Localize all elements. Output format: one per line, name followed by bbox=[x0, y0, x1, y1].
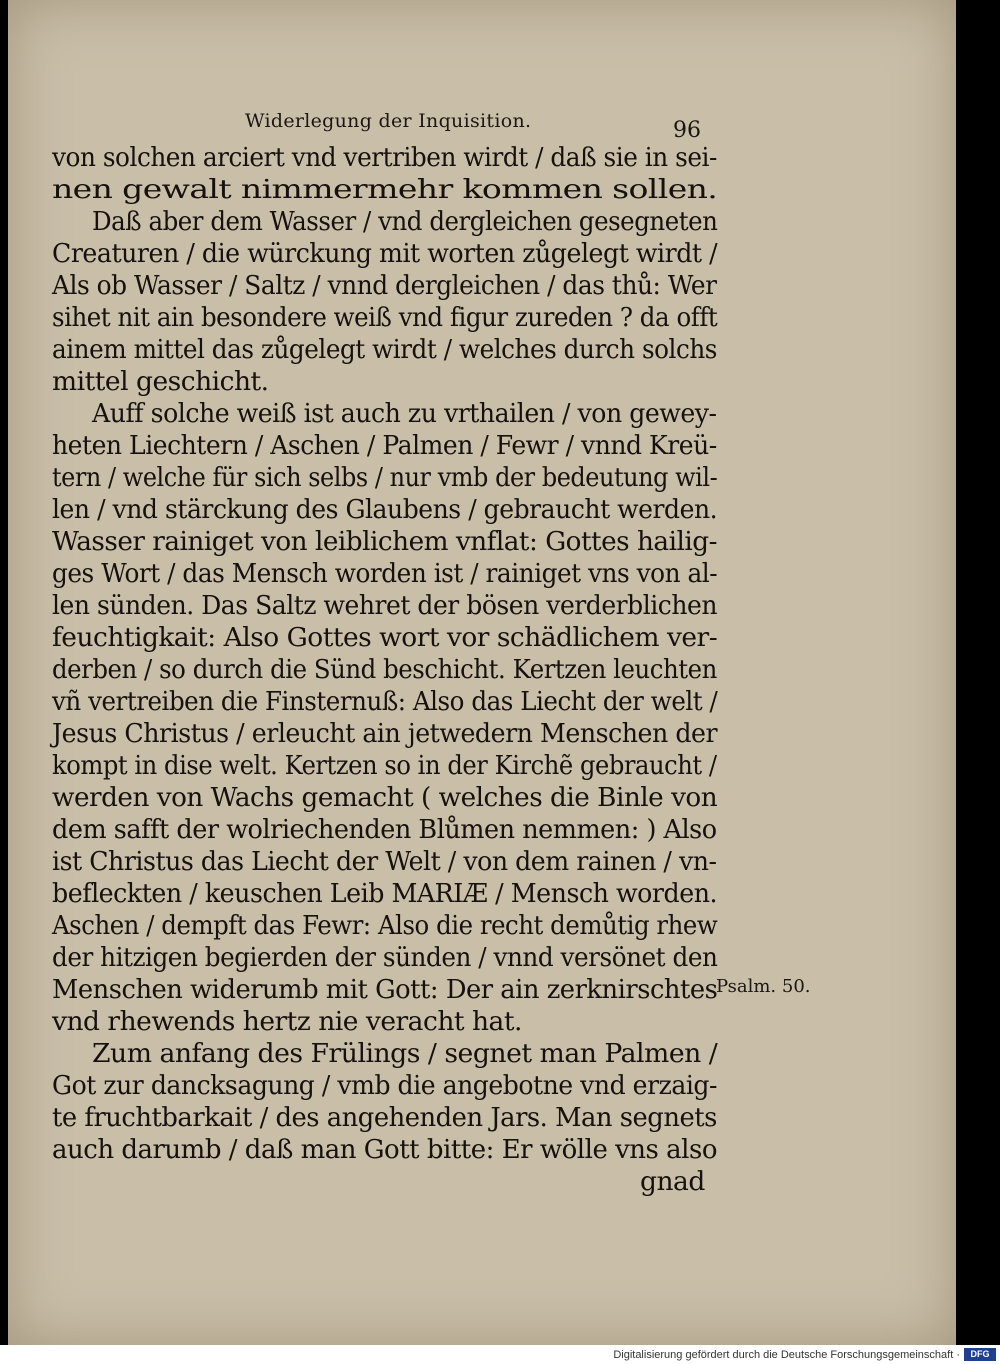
text-line: feuchtigkait: Also Gottes wort vor schädlichem ver- bbox=[52, 622, 718, 653]
text-line: Daß aber dem Wasser / vnd dergleichen gesegneten bbox=[92, 206, 718, 237]
text-line: te fruchtbarkait / des angehenden Jars. Man segnets bbox=[52, 1102, 717, 1133]
text-line: len / vnd stärckung des Glaubens / gebraucht werden. bbox=[52, 494, 718, 525]
text-line: der hitzigen begierden der sünden / vnnd versönet den bbox=[52, 942, 718, 973]
text-line: Creaturen / die würckung mit worten zůgelegt wirdt / bbox=[52, 238, 718, 269]
text-line: von solchen arciert vnd vertriben wirdt / daß sie in sei- bbox=[52, 142, 717, 173]
text-line: Zum anfang des Frülings / segnet man Palmen / bbox=[92, 1038, 718, 1069]
text-line: derben / so durch die Sünd beschicht. Kertzen leuchten bbox=[52, 654, 717, 685]
text-line: tern / welche für sich selbs / nur vmb der bedeutung wil- bbox=[52, 462, 718, 493]
text-line: auch darumb / daß man Gott bitte: Er wölle vns also bbox=[52, 1134, 718, 1165]
text-line: mittel geschicht. bbox=[52, 366, 269, 397]
running-head: Widerlegung der Inquisition. bbox=[245, 110, 532, 132]
text-line: Menschen widerumb mit Gott: Der ain zerknirschtes bbox=[52, 974, 718, 1005]
text-line: Aschen / dempft das Fewr: Also die recht demůtig rhew bbox=[52, 910, 718, 941]
text-line: ges Wort / das Mensch worden ist / rainiget vns von al- bbox=[52, 558, 718, 589]
text-line: len sünden. Das Saltz wehret der bösen verderblichen bbox=[52, 590, 717, 621]
catchword: gnad bbox=[640, 1166, 705, 1197]
text-line: Als ob Wasser / Saltz / vnnd dergleichen / das thů: Wer bbox=[52, 270, 717, 301]
text-line: dem safft der wolriechenden Blůmen nemmen: ) Also bbox=[52, 814, 717, 845]
text-line: befleckten / keuschen Leib MARIÆ / Mensch worden. bbox=[52, 878, 718, 909]
page-number: 96 bbox=[673, 118, 701, 143]
footer-credit: Digitalisierung gefördert durch die Deutsche Forschungsgemeinschaft · bbox=[613, 1349, 960, 1361]
text-line: ainem mittel das zůgelegt wirdt / welches durch solchs bbox=[52, 334, 717, 365]
text-line: heten Liechtern / Aschen / Palmen / Fewr / vnnd Kreü- bbox=[52, 430, 717, 461]
text-line: nen gewalt nimmermehr kommen sollen. bbox=[52, 174, 718, 205]
text-line: sihet nit ain besondere weiß vnd figur zureden ? da offt bbox=[52, 302, 718, 333]
text-line: Wasser rainiget von leiblichem vnflat: Gottes hailig- bbox=[52, 526, 717, 557]
marginal-note: Psalm. 50. bbox=[716, 976, 811, 997]
text-line: Got zur dancksagung / vmb die angebotne vnd erzaig- bbox=[52, 1070, 717, 1101]
text-line: Auff solche weiß ist auch zu vrthailen / von gewey- bbox=[92, 398, 717, 429]
text-line: kompt in dise welt. Kertzen so in der Kirchẽ gebraucht / bbox=[52, 750, 717, 781]
text-line: Jesus Christus / erleucht ain jetwedern Menschen der bbox=[52, 718, 718, 749]
text-line: vnd rhewends hertz nie veracht hat. bbox=[52, 1006, 522, 1037]
text-line: werden von Wachs gemacht ( welches die Binle von bbox=[52, 782, 718, 813]
dfg-logo-icon: DFG bbox=[964, 1348, 996, 1361]
text-line: ist Christus das Liecht der Welt / von dem rainen / vn- bbox=[52, 846, 717, 877]
text-line: vñ vertreiben die Finsternuß: Also das Liecht der welt / bbox=[52, 686, 718, 717]
